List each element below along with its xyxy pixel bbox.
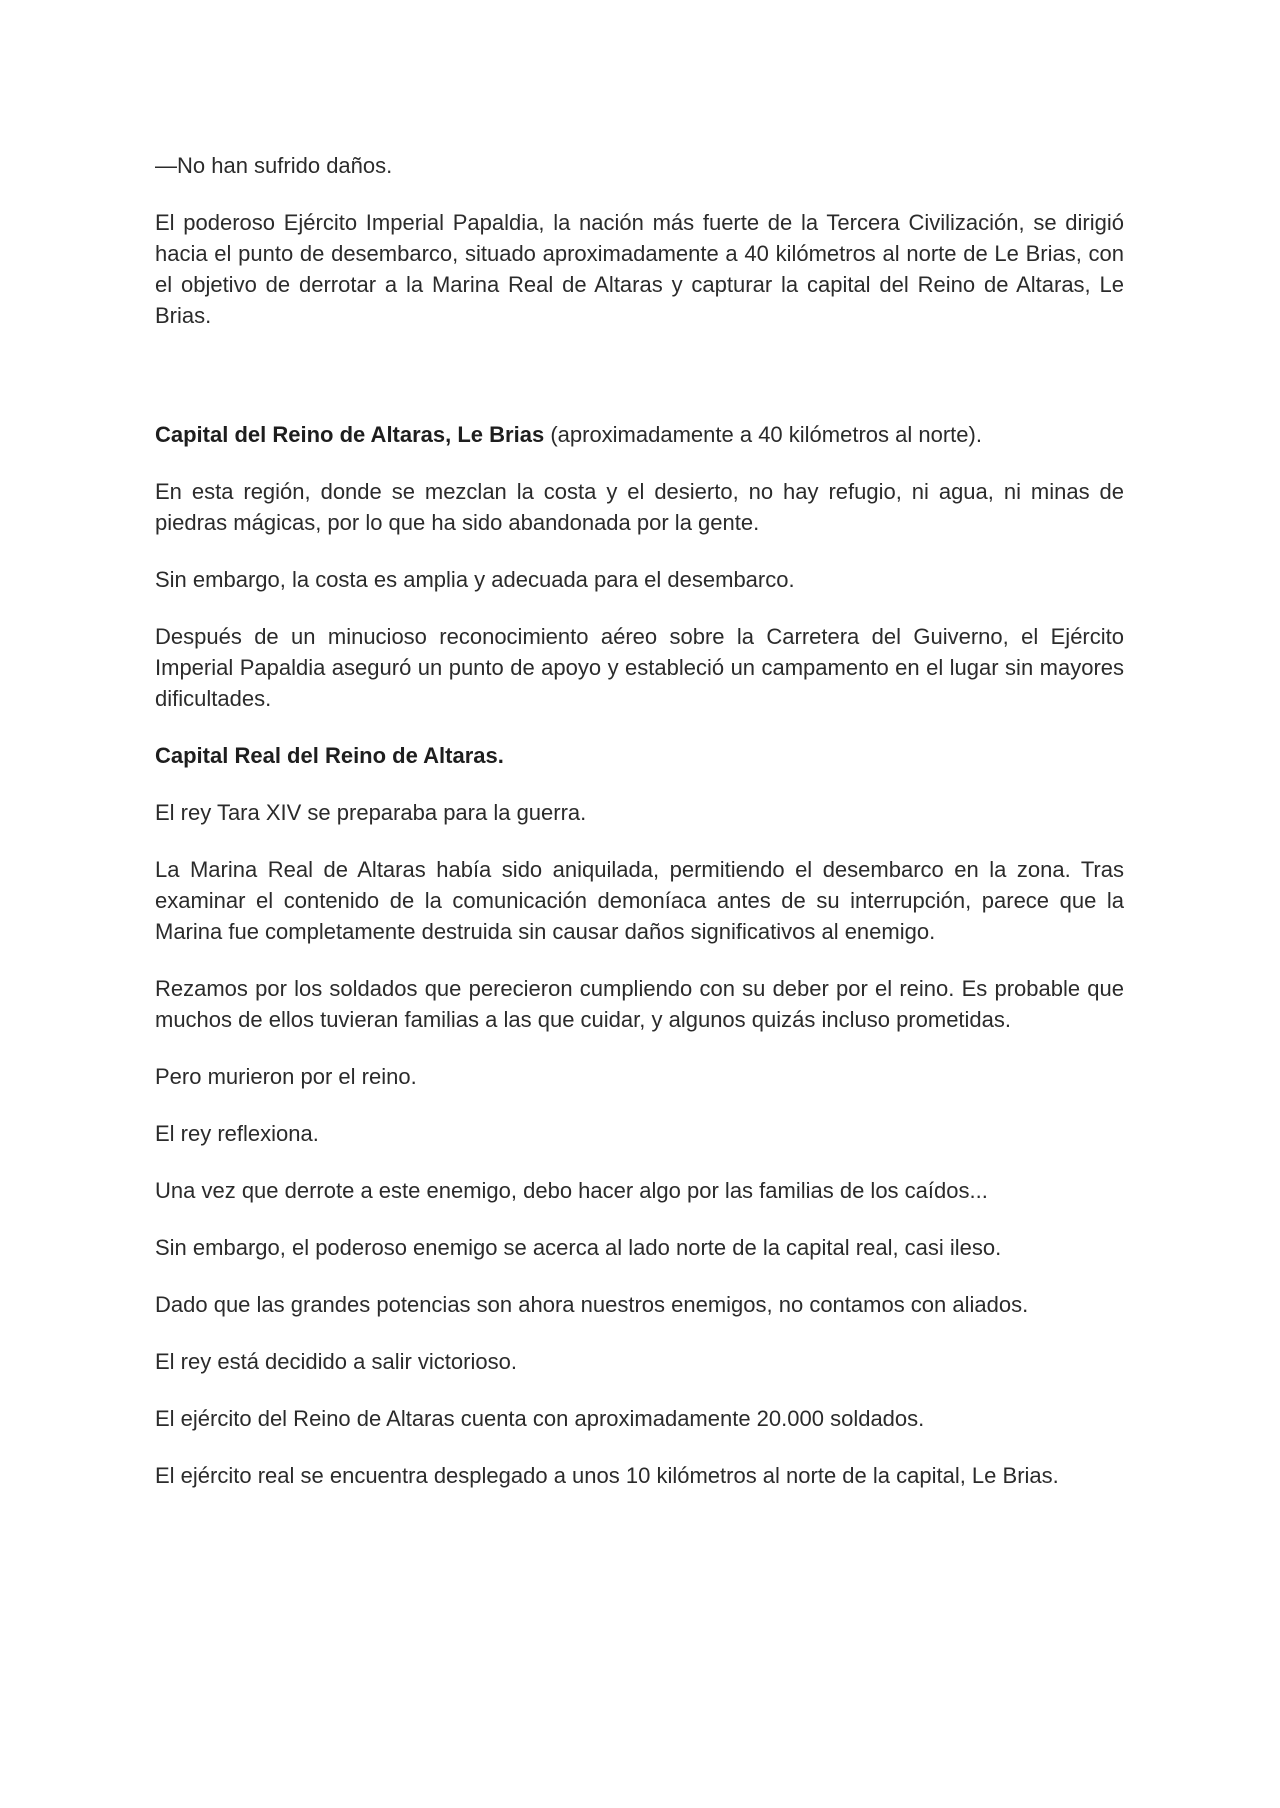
paragraph: Sin embargo, la costa es amplia y adecuada para el desembarco. bbox=[155, 567, 795, 592]
paragraph: —No han sufrido daños. bbox=[155, 153, 393, 178]
paragraph: El rey reflexiona. bbox=[155, 1121, 319, 1146]
paragraph: Después de un minucioso reconocimiento aéreo sobre la Carretera del Guiverno, el Ejército Imperial Papaldia aseguró un punto de apoyo y estableció un campamento en el lugar sin mayores dificultades. bbox=[155, 624, 1124, 711]
section-heading-capital-real: Capital Real del Reino de Altaras. bbox=[155, 743, 504, 768]
paragraph: La Marina Real de Altaras había sido aniquilada, permitiendo el desembarco en la zona. Tras examinar el contenido de la comunicación demoníaca antes de su interrupción, parece que la Marina fue completamente destruida sin causar daños significativos al enemigo. bbox=[155, 857, 1124, 944]
paragraph: El poderoso Ejército Imperial Papaldia, la nación más fuerte de la Tercera Civilización, se dirigió hacia el punto de desembarco, situado aproximadamente a 40 kilómetros al norte de Le Brias, con el objetivo de derrotar a la Marina Real de Altaras y capturar la capital del Reino de Altaras, Le Brias. bbox=[155, 210, 1124, 328]
document-page bbox=[155, 150, 1124, 1517]
paragraph: Dado que las grandes potencias son ahora nuestros enemigos, no contamos con aliados. bbox=[155, 1292, 1029, 1317]
section-heading-le-brias bbox=[155, 419, 1124, 450]
paragraph: Una vez que derrote a este enemigo, debo hacer algo por las familias de los caídos... bbox=[155, 1178, 988, 1203]
heading-bold-text: Capital del Reino de Altaras, Le Brias bbox=[155, 422, 545, 447]
section-spacer bbox=[155, 357, 1124, 419]
paragraph: Pero murieron por el reino. bbox=[155, 1064, 417, 1089]
paragraph: Sin embargo, el poderoso enemigo se acerca al lado norte de la capital real, casi ileso. bbox=[155, 1235, 1002, 1260]
paragraph: En esta región, donde se mezclan la costa y el desierto, no hay refugio, ni agua, ni minas de piedras mágicas, por lo que ha sido abandonada por la gente. bbox=[155, 479, 1124, 535]
paragraph: Rezamos por los soldados que perecieron cumpliendo con su deber por el reino. Es probable que muchos de ellos tuvieran familias a las que cuidar, y algunos quizás incluso prometidas. bbox=[155, 976, 1124, 1032]
paragraph: El ejército real se encuentra desplegado a unos 10 kilómetros al norte de la capital, Le Brias. bbox=[155, 1463, 1059, 1488]
paragraph: El rey está decidido a salir victorioso. bbox=[155, 1349, 517, 1374]
paragraph: El rey Tara XIV se preparaba para la guerra. bbox=[155, 800, 587, 825]
paragraph: El ejército del Reino de Altaras cuenta con aproximadamente 20.000 soldados. bbox=[155, 1406, 925, 1431]
heading-rest-text: (aproximadamente a 40 kilómetros al norte). bbox=[544, 422, 982, 447]
